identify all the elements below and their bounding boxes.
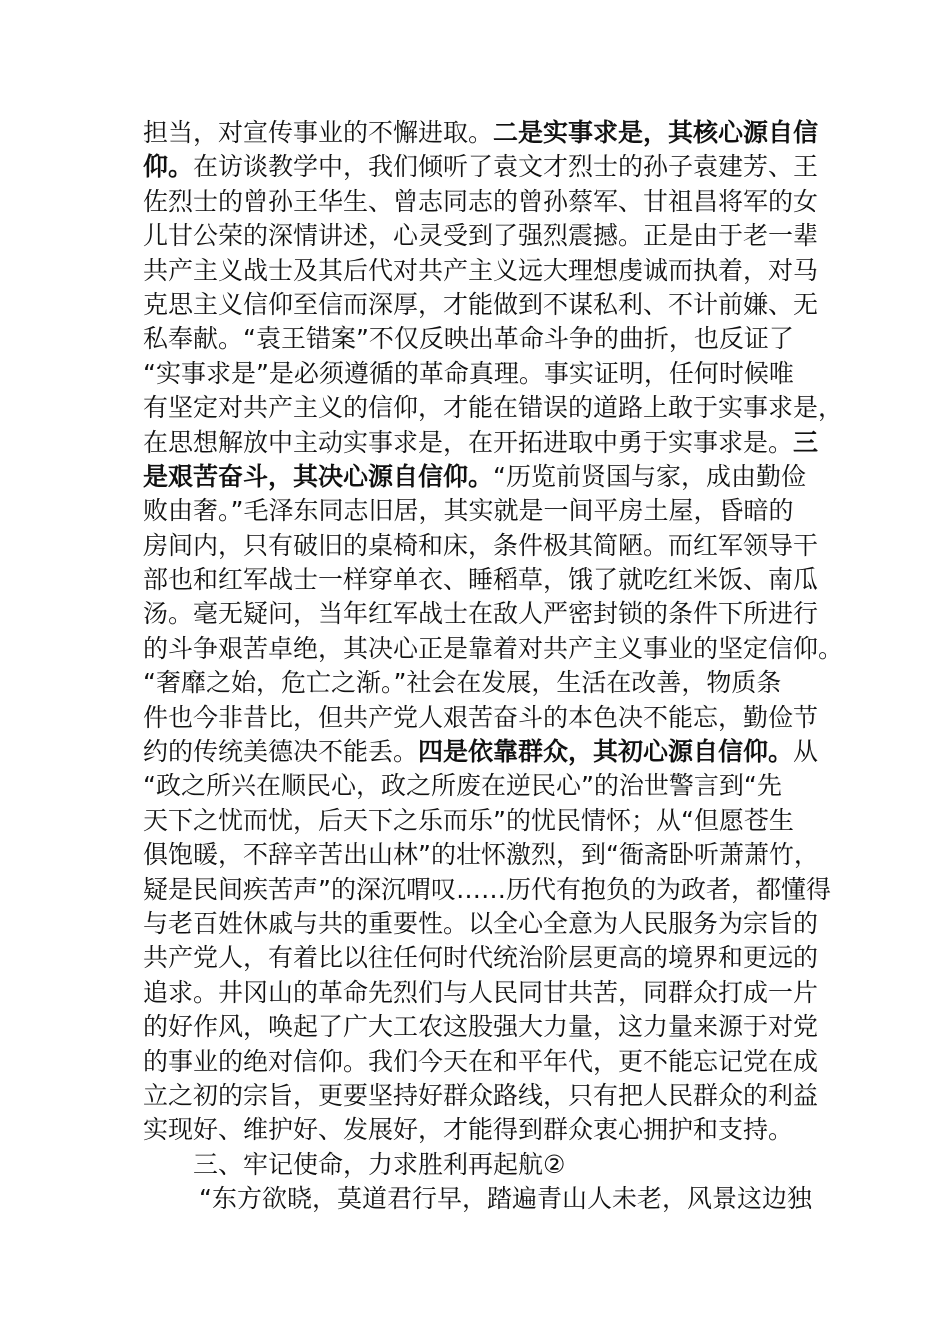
- text-segment: 共产党人，有着比以往任何时代统治阶层更高的境界和更远的: [143, 943, 819, 973]
- text-segment: 有坚定对共产主义的信仰，才能在错误的道路上敢于实事求是，: [143, 393, 844, 423]
- text-segment: 疑是民间疾苦声”的深沉喟叹……历代有抱负的为政者，都懂得: [143, 874, 831, 904]
- text-line: [143, 219, 819, 253]
- text-line: [143, 838, 819, 872]
- bold-text-segment: 三: [793, 427, 819, 457]
- text-segment: 的斗争艰苦卓绝，其决心正是靠着对共产主义事业的坚定信仰。: [143, 633, 844, 663]
- document-body: [143, 116, 844, 1217]
- text-line: [143, 460, 811, 494]
- bold-text-segment: 二是实事求是，其核心源自信: [493, 118, 819, 147]
- text-line: [143, 597, 819, 631]
- text-line: [143, 976, 819, 1010]
- text-line: [143, 494, 811, 528]
- text-line: [143, 288, 819, 322]
- text-segment: 克思主义信仰至信而深厚，才能做到不谋私利、不计前嫌、无: [143, 289, 819, 319]
- text-line: [143, 254, 819, 288]
- bold-text-segment: 是艰苦奋斗，其决心源自信仰。: [143, 461, 494, 491]
- text-segment: 件也今非昔比，但共产党人艰苦奋斗的本色决不能忘，勤俭节: [143, 702, 819, 732]
- text-segment: “实事求是”是必须遵循的革命真理。事实证明，任何时候唯: [143, 358, 794, 388]
- bold-text-segment: 四是依靠群众，其初心源自信仰。: [418, 737, 794, 767]
- text-line: [143, 116, 819, 150]
- text-segment: 天下之忧而忧，后天下之乐而乐”的忧民情怀；从“但愿苍生: [143, 805, 794, 835]
- text-segment: 败由奢。”毛泽东同志旧居，其实就是一间平房土屋，昏暗的: [143, 496, 794, 526]
- text-line: [143, 322, 811, 356]
- section-heading: 三、牢记使命，力求胜利再起航②: [193, 1149, 566, 1179]
- text-line: [143, 804, 811, 838]
- text-segment: 房间内，只有破旧的桌椅和床，条件极其简陋。而红军领导干: [143, 530, 819, 560]
- text-segment: 佐烈士的曾孙王华生、曾志同志的曾孙蔡军、甘祖昌将军的女: [143, 186, 819, 216]
- text-line: [143, 150, 819, 184]
- text-line: [143, 873, 831, 907]
- text-segment: 共产主义战士及其后代对共产主义远大理想虔诚而执着，对马: [143, 255, 819, 285]
- text-segment: 担当，对宣传事业的不懈进取。: [143, 118, 494, 147]
- text-segment: 部也和红军战士一样穿单衣、睡稻草，饿了就吃红米饭、南瓜: [143, 565, 819, 595]
- text-segment: 约的传统美德决不能丢。: [143, 737, 419, 767]
- text-line: [143, 1113, 811, 1147]
- text-segment: 汤。毫无疑问，当年红军战士在敌人严密封锁的条件下所进行: [143, 599, 819, 629]
- text-segment: 从: [793, 737, 819, 767]
- text-line: [143, 357, 811, 391]
- text-line: [143, 941, 819, 975]
- text-line: [143, 632, 844, 666]
- text-segment: 私奉献。“袁王错案”不仅反映出革命斗争的曲折，也反证了: [143, 324, 794, 354]
- text-line: [143, 666, 811, 700]
- text-line: [143, 1010, 819, 1044]
- bold-text-segment: 仰。: [143, 152, 194, 182]
- text-segment: 的事业的绝对信仰。我们今天在和平年代，更不能忘记党在成: [143, 1046, 819, 1076]
- text-line: [143, 426, 819, 460]
- text-segment: 追求。井冈山的革命先烈们与人民同甘共苦，同群众打成一片: [143, 977, 819, 1007]
- text-line: [143, 563, 819, 597]
- text-line: [143, 1045, 819, 1079]
- text-line: [143, 701, 819, 735]
- text-line: [143, 185, 819, 219]
- text-line: [143, 769, 811, 803]
- text-segment: “政之所兴在顺民心，政之所废在逆民心”的治世警言到“先: [143, 771, 782, 801]
- text-line: [143, 735, 819, 769]
- text-line: [143, 907, 819, 941]
- text-segment: “历览前贤国与家，成由勤俭: [493, 461, 806, 491]
- text-segment: 立之初的宗旨，更要坚持好群众路线，只有把人民群众的利益: [143, 1080, 819, 1110]
- text-segment: 实现好、维护好、发展好，才能得到群众衷心拥护和支持。: [143, 1115, 794, 1145]
- text-segment: 的好作风，唤起了广大工农这股强大力量，这力量来源于对党: [143, 1012, 819, 1042]
- text-segment: 俱饱暖，不辞辛苦出山林”的壮怀激烈，到“衙斋卧听萧萧竹，: [143, 840, 819, 870]
- text-segment: 与老百姓休戚与共的重要性。以全心全意为人民服务为宗旨的: [143, 908, 819, 938]
- text-segment: 在思想解放中主动实事求是，在开拓进取中勇于实事求是。: [143, 427, 794, 457]
- text-line: [143, 1079, 819, 1113]
- text-line: [143, 391, 844, 425]
- text-segment: “奢靡之始，危亡之渐。”社会在发展，生活在改善，物质条: [143, 668, 782, 698]
- quote-line: “东方欲晓，莫道君行早，踏遍青山人未老，风景这边独: [199, 1184, 812, 1214]
- text-line: [143, 529, 819, 563]
- text-segment: 儿甘公荣的深情讲述，心灵受到了强烈震撼。正是由于老一辈: [143, 221, 819, 251]
- text-segment: 在访谈教学中，我们倾听了袁文才烈士的孙子袁建芳、王: [193, 152, 819, 182]
